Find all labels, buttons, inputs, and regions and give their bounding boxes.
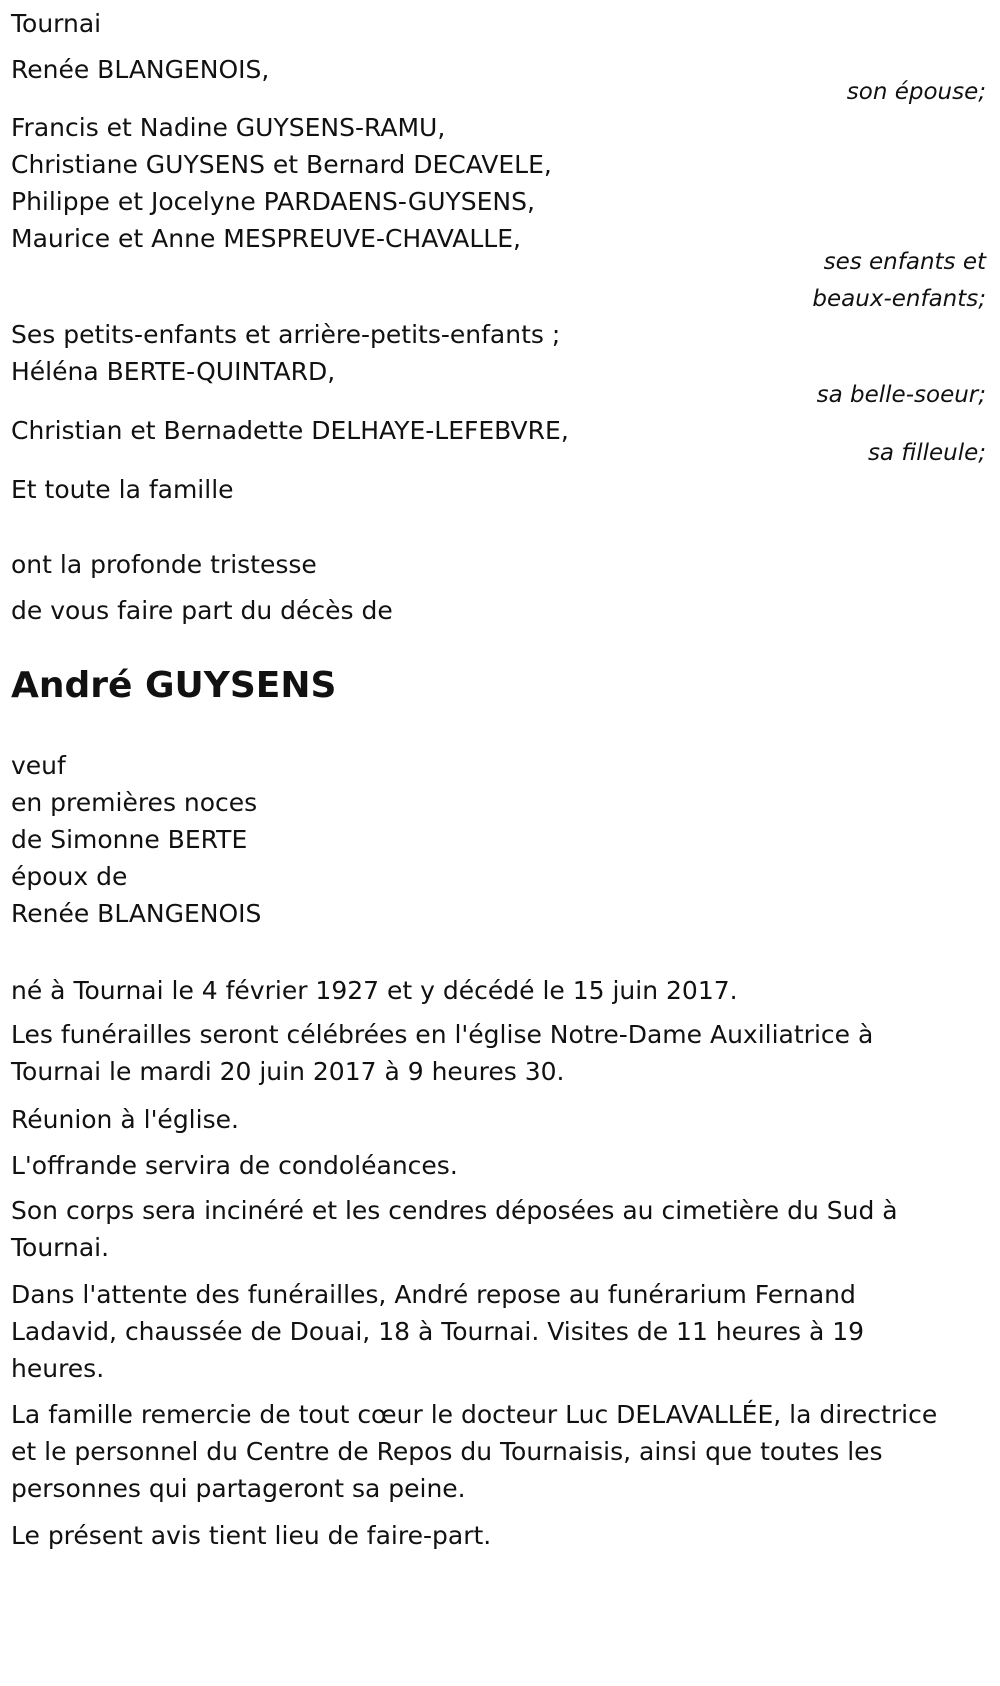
status-line: Renée BLANGENOIS <box>11 899 262 928</box>
meeting-info: Réunion à l'église. <box>11 1105 239 1134</box>
status-line: en premières noces <box>11 788 258 817</box>
offering-info: L'offrande servira de condoléances. <box>11 1151 458 1180</box>
children-role-line1: ses enfants et <box>823 249 986 275</box>
child-couple: Christiane GUYSENS et Bernard DECAVELE, <box>11 150 552 179</box>
sister-in-law-role: sa belle-soeur; <box>816 382 986 408</box>
status-line: époux de <box>11 862 128 891</box>
birth-death: né à Tournai le 4 février 1927 et y décédé le 15 juin 2017. <box>11 976 738 1005</box>
place-heading: Tournai <box>11 9 102 38</box>
whole-family: Et toute la famille <box>11 475 234 504</box>
status-line: de Simonne BERTE <box>11 825 248 854</box>
visitation-info: Dans l'attente des funérailles, André repose au funérarium Fernand Ladavid, chaussée de Douai, 18 à Tournai. Visites de 11 heures à 19 heures. <box>11 1280 865 1383</box>
child-couple: Francis et Nadine GUYSENS-RAMU, <box>11 113 446 142</box>
goddaughter-name: Christian et Bernadette DELHAYE-LEFEBVRE, <box>11 416 569 445</box>
children-list <box>11 108 986 259</box>
sister-in-law-name: Héléna BERTE-QUINTARD, <box>11 357 336 386</box>
children-role-line2: beaux-enfants; <box>812 286 986 312</box>
child-couple: Philippe et Jocelyne PARDAENS-GUYSENS, <box>11 187 535 216</box>
announcement-line2: de vous faire part du décès de <box>11 596 393 625</box>
deceased-status <box>11 747 986 932</box>
cremation-info: Son corps sera incinéré et les cendres déposées au cimetière du Sud à Tournai. <box>11 1196 898 1262</box>
funeral-info: Les funérailles seront célébrées en l'église Notre-Dame Auxiliatrice à Tournai le mardi 20 juin 2017 à 9 heures 30. <box>11 1020 874 1086</box>
goddaughter-role: sa filleule; <box>867 440 986 466</box>
spouse-role: son épouse; <box>846 79 986 105</box>
child-couple: Maurice et Anne MESPREUVE-CHAVALLE, <box>11 224 521 253</box>
grandchildren: Ses petits-enfants et arrière-petits-enfants ; <box>11 320 561 349</box>
deceased-name: André GUYSENS <box>11 665 337 706</box>
notice-info: Le présent avis tient lieu de faire-part. <box>11 1521 492 1550</box>
thanks-info: La famille remercie de tout cœur le docteur Luc DELAVALLÉE, la directrice et le personnel du Centre de Repos du Tournaisis, ainsi que toutes les personnes qui partageront sa peine. <box>11 1400 938 1503</box>
announcement-line1: ont la profonde tristesse <box>11 550 317 579</box>
spouse-name: Renée BLANGENOIS, <box>11 55 270 84</box>
status-line: veuf <box>11 751 66 780</box>
